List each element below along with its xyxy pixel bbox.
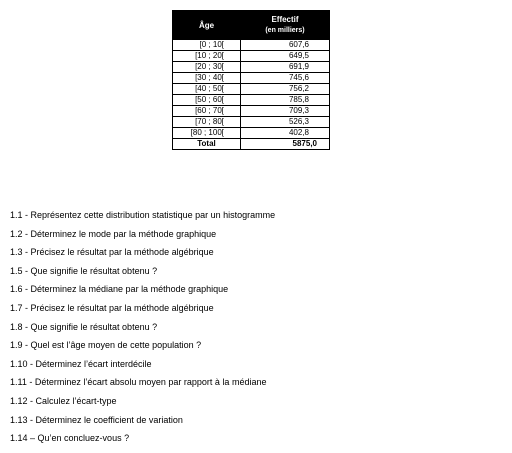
effectif-cell: 649,5 bbox=[241, 51, 330, 62]
age-class-cell: [50 ; 60[ bbox=[173, 95, 241, 106]
question-item: 1.14 – Qu’en concluez-vous ? bbox=[10, 433, 130, 444]
question-item: 1.1 - Représentez cette distribution statistique par un histogramme bbox=[10, 210, 276, 220]
age-class-cell: [40 ; 50[ bbox=[173, 84, 241, 95]
question-item: 1.9 - Quel est l’âge moyen de cette population ? bbox=[10, 340, 202, 351]
question-item: 1.11 - Déterminez l’écart absolu moyen par rapport à la médiane bbox=[10, 377, 267, 388]
age-class-cell: [60 ; 70[ bbox=[173, 106, 241, 117]
table-row bbox=[173, 73, 330, 84]
age-class-cell: [30 ; 40[ bbox=[173, 73, 241, 84]
effectif-cell: 709,3 bbox=[241, 106, 330, 117]
age-distribution-table bbox=[172, 10, 330, 150]
age-class-cell: [80 ; 100[ bbox=[173, 128, 241, 139]
effectif-cell: 607,6 bbox=[241, 40, 330, 51]
question-item: 1.12 - Calculez l’écart-type bbox=[10, 395, 117, 406]
effectif-cell: 526,3 bbox=[241, 117, 330, 128]
question-item: 1.3 - Précisez le résultat par la méthode algébrique bbox=[10, 247, 214, 258]
question-item: 1.10 - Déterminez l’écart interdécile bbox=[10, 358, 152, 369]
table-row bbox=[173, 62, 330, 73]
table-row bbox=[173, 84, 330, 95]
header-effectif bbox=[241, 11, 330, 40]
age-class-cell: [10 ; 20[ bbox=[173, 51, 241, 62]
age-class-cell: [0 ; 10[ bbox=[173, 40, 241, 51]
questions-list bbox=[10, 206, 275, 448]
age-distribution-table-container bbox=[172, 10, 327, 150]
age-class-cell: [20 ; 30[ bbox=[173, 62, 241, 73]
header-effectif-unit: (en milliers) bbox=[265, 27, 305, 34]
question-item: 1.7 - Précisez le résultat par la méthode algébrique bbox=[10, 302, 214, 313]
table-total-row bbox=[173, 139, 330, 150]
effectif-cell: 745,6 bbox=[241, 73, 330, 84]
question-item: 1.2 - Déterminez le mode par la méthode graphique bbox=[10, 228, 217, 239]
total-value: 5875,0 bbox=[241, 139, 330, 150]
header-age: Âge bbox=[173, 11, 241, 40]
effectif-cell: 785,8 bbox=[241, 95, 330, 106]
table-header-row bbox=[173, 11, 330, 40]
table-row bbox=[173, 128, 330, 139]
table-row bbox=[173, 95, 330, 106]
table-row bbox=[173, 40, 330, 51]
total-label: Total bbox=[173, 139, 241, 150]
table-row bbox=[173, 106, 330, 117]
question-item: 1.8 - Que signifie le résultat obtenu ? bbox=[10, 321, 158, 332]
question-item: 1.13 - Déterminez le coefficient de variation bbox=[10, 414, 183, 425]
age-class-cell: [70 ; 80[ bbox=[173, 117, 241, 128]
header-effectif-label: Effectif bbox=[271, 15, 299, 24]
question-item: 1.6 - Déterminez la médiane par la méthode graphique bbox=[10, 284, 229, 295]
effectif-cell: 691,9 bbox=[241, 62, 330, 73]
table-row bbox=[173, 117, 330, 128]
effectif-cell: 402,8 bbox=[241, 128, 330, 139]
effectif-cell: 756,2 bbox=[241, 84, 330, 95]
table-body bbox=[173, 40, 330, 150]
table-row bbox=[173, 51, 330, 62]
question-item: 1.5 - Que signifie le résultat obtenu ? bbox=[10, 265, 158, 276]
